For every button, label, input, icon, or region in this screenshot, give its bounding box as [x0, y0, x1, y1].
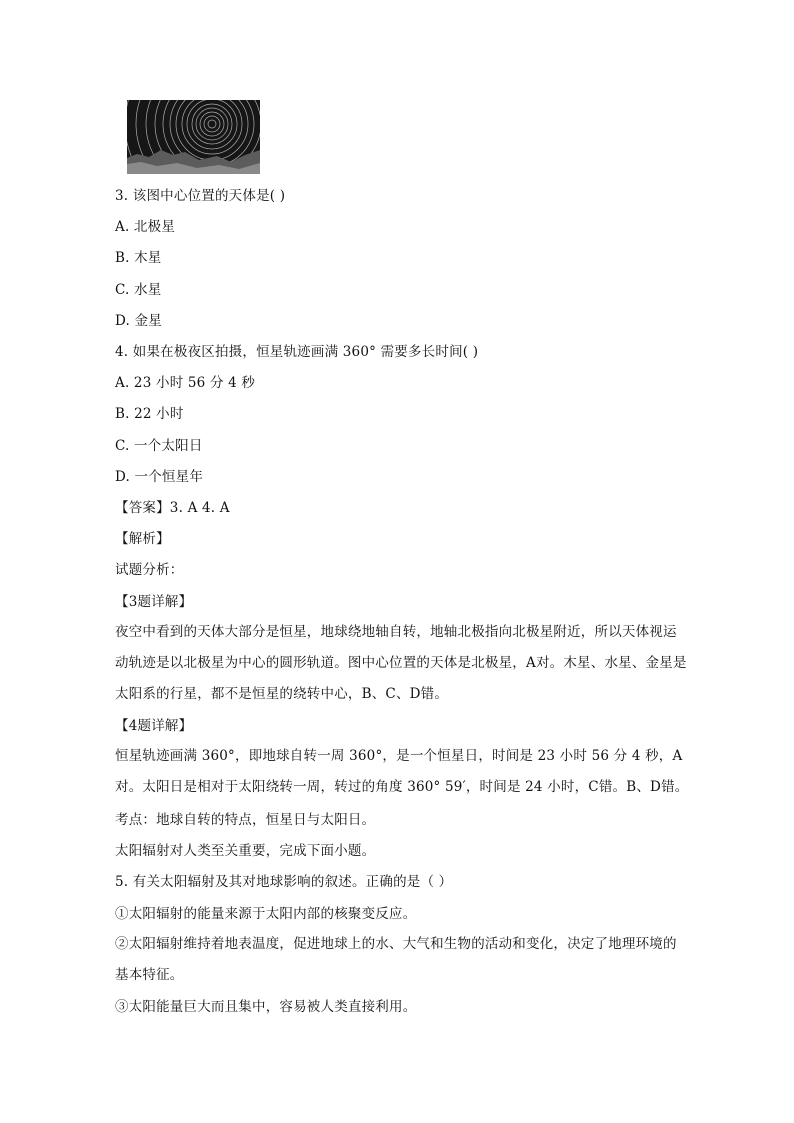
q3-detail-heading: 【3题详解】: [115, 594, 193, 610]
q3-option-c: C. 水星: [115, 282, 162, 298]
section-intro: 太阳辐射对人类至关重要，完成下面小题。: [115, 843, 376, 859]
q4-option-d: D. 一个恒星年: [115, 469, 204, 485]
q3-option-a: A. 北极星: [115, 219, 176, 235]
q4-stem: 4. 如果在极夜区拍摄，恒星轨迹画满 360° 需要多长时间( ): [115, 344, 479, 360]
q4-detail-text: 恒星轨迹画满 360°，即地球自转一周 360°，是一个恒星日，时间是 23 小时 56 分 4 秒，A对。太阳日是相对于太阳绕转一周，转过的角度 360° 59′，时间是 24 小时，C错。B、D错。: [115, 748, 689, 795]
q3-option-b: B. 木星: [115, 250, 162, 266]
q4-option-c: C. 一个太阳日: [115, 438, 203, 454]
q5-item-2: ②太阳辐射维持着地表温度，促进地球上的水、大气和生物的活动和变化，决定了地理环境的基本特征。: [115, 936, 677, 983]
answer-line: 【答案】3. A 4. A: [115, 500, 230, 516]
q5-item-1: ①太阳辐射的能量来源于太阳内部的核聚变反应。: [115, 906, 417, 922]
kaodian-note: 考点：地球自转的特点，恒星日与太阳日。: [115, 812, 376, 828]
star-trail-image: [127, 100, 260, 174]
q3-stem: 3. 该图中心位置的天体是( ): [115, 188, 286, 204]
q3-option-d: D. 金星: [115, 313, 162, 329]
q4-option-b: B. 22 小时: [115, 406, 184, 422]
q5-stem: 5. 有关太阳辐射及其对地球影响的叙述。正确的是（ ）: [115, 874, 453, 890]
analysis-heading: 【解析】: [115, 531, 170, 547]
star-trail-photo: [127, 100, 260, 174]
q4-detail-heading: 【4题详解】: [115, 718, 193, 734]
q5-item-3: ③太阳能量巨大而且集中，容易被人类直接利用。: [115, 999, 417, 1015]
analysis-intro: 试题分析：: [115, 562, 184, 578]
q4-option-a: A. 23 小时 56 分 4 秒: [115, 375, 256, 391]
q3-detail-text: 夜空中看到的天体大部分是恒星，地球绕地轴自转，地轴北极指向北极星附近，所以天体视运动轨迹是以北极星为中心的圆形轨道。图中心位置的天体是北极星，A对。木星、水星、金星是太阳系的行星，都不是恒星的绕转中心，B、C、D错。: [115, 624, 687, 702]
